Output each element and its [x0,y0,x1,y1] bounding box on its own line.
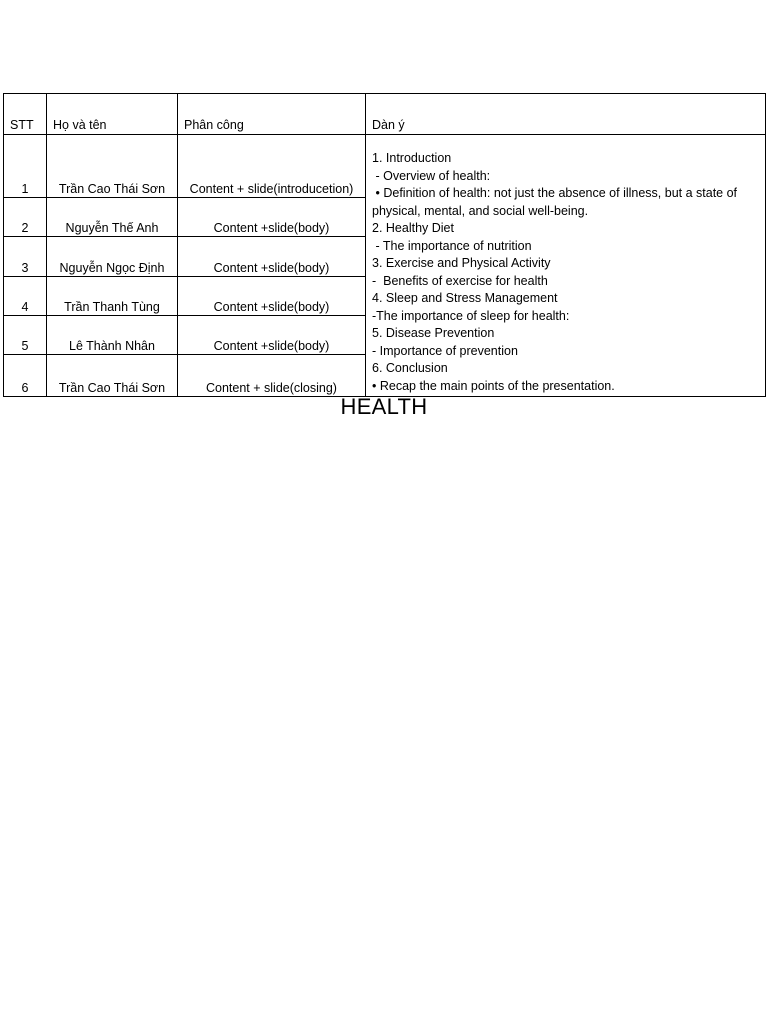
outline-line: • Definition of health: not just the absence of illness, but a state of physical, mental, and social well-being. [372,186,741,218]
outline-line: - Benefits of exercise for health [372,273,548,288]
row-stt: 2 [4,198,47,237]
row-task: Content +slide(body) [178,277,366,316]
header-name: Họ và tên [47,94,178,135]
row-task: Content +slide(body) [178,237,366,277]
row-task: Content + slide(introducetion) [178,135,366,198]
outline-line: -The importance of sleep for health: [372,308,570,323]
assignment-table [3,93,766,397]
row-name: Trần Thanh Tùng [47,277,178,316]
outline-line: 6. Conclusion [372,361,448,375]
row-task: Content +slide(body) [178,316,366,355]
outline-line: 3. Exercise and Physical Activity [372,256,551,270]
row-name: Trần Cao Thái Sơn [47,135,178,198]
outline-line: 4. Sleep and Stress Management [372,291,558,305]
header-task: Phân công [178,94,366,135]
header-stt: STT [4,94,47,135]
row-stt: 5 [4,316,47,355]
row-name: Nguyễn Thế Anh [47,198,178,237]
row-stt: 4 [4,277,47,316]
row-task: Content +slide(body) [178,198,366,237]
outline-line: 5. Disease Prevention [372,326,495,340]
outline-line: 2. Healthy Diet [372,221,454,235]
header-outline: Dàn ý [366,94,766,135]
outline-line: - The importance of nutrition [372,238,532,253]
outline-line: 1. Introduction [372,151,452,165]
row-stt: 6 [4,355,47,397]
row-stt: 3 [4,237,47,277]
page-title: HEALTH [340,394,428,419]
row-name: Lê Thành Nhân [47,316,178,355]
table-row [4,135,766,198]
assignment-sheet [3,93,765,393]
outline-cell [366,135,766,397]
outline-line: • Recap the main points of the presentation. [372,378,615,393]
outline-line: - Importance of prevention [372,343,518,358]
row-task: Content + slide(closing) [178,355,366,397]
outline-line: - Overview of health: [372,168,491,183]
header-row [4,94,766,135]
row-name: Nguyễn Ngọc Định [47,237,178,277]
row-stt: 1 [4,135,47,198]
row-name: Trần Cao Thái Sơn [47,355,178,397]
